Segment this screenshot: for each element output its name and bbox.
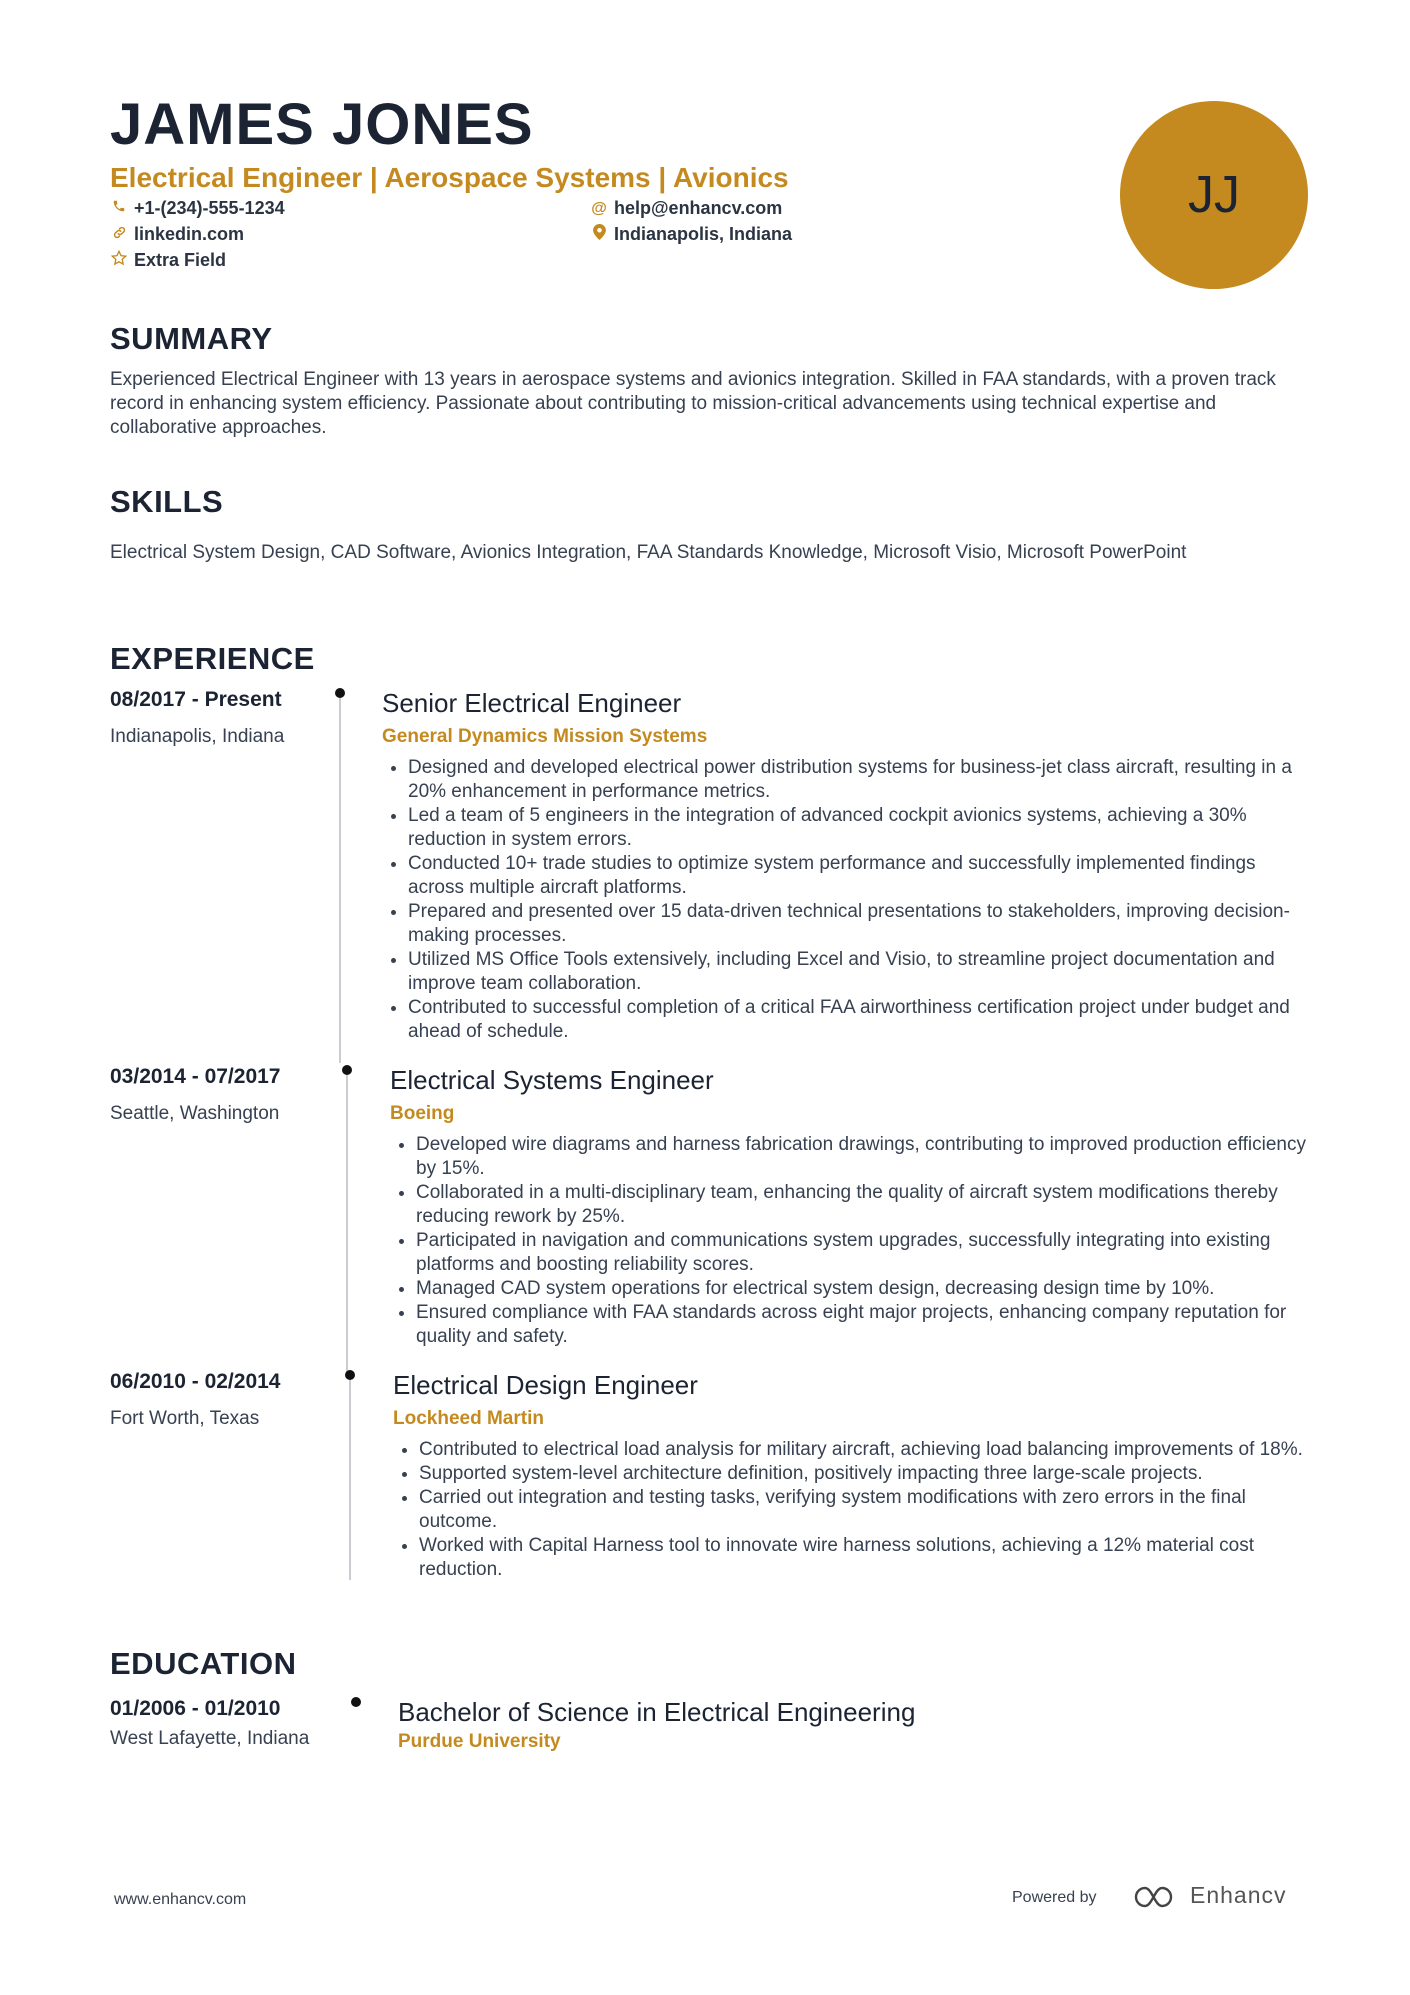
skills-text: Electrical System Design, CAD Software, Avionics Integration, FAA Standards Knowledge, Microsoft Visio, Microsoft PowerPoint (110, 542, 1187, 563)
phone-icon (110, 199, 128, 218)
job-role: Senior Electrical Engineer (382, 688, 682, 718)
job-bullets (393, 1438, 1319, 1582)
contact-link-text: linkedin.com (134, 224, 245, 244)
location-pin-icon (590, 224, 608, 245)
job-location: Seattle, Washington (110, 1103, 280, 1124)
link-icon (110, 225, 128, 245)
star-icon (110, 250, 128, 271)
contact-email[interactable] (590, 198, 782, 219)
list-item: • Developed wire diagrams and harness fabrication drawings, contributing to improved production efficiency by 15%. (416, 1133, 1316, 1181)
timeline-dot (345, 1370, 355, 1380)
job-company: General Dynamics Mission Systems (382, 726, 708, 747)
education-school: Purdue University (398, 1731, 561, 1752)
footer-brand: Enhancv (1190, 1882, 1287, 1908)
timeline-dot (351, 1697, 361, 1707)
job-company: Boeing (390, 1103, 455, 1124)
list-item: • Designed and developed electrical power distribution systems for business-jet class aircraft, resulting in a 20% enhancement in performance metrics. (408, 756, 1308, 804)
education-degree: Bachelor of Science in Electrical Engineering (398, 1697, 916, 1727)
timeline-line (346, 1075, 348, 1377)
list-item: • Participated in navigation and communications system upgrades, successfully integrating into existing platforms and boosting reliability scores. (416, 1229, 1316, 1277)
timeline-dot (335, 688, 345, 698)
job-role: Electrical Systems Engineer (390, 1065, 714, 1095)
candidate-tagline: Electrical Engineer | Aerospace Systems | Avionics (110, 162, 789, 193)
list-item: • Utilized MS Office Tools extensively, including Excel and Visio, to streamline project documentation and improve team collaboration. (408, 948, 1308, 996)
list-item: • Carried out integration and testing tasks, verifying system modifications with zero errors in the final outcome. (419, 1486, 1319, 1534)
list-item: • Collaborated in a multi-disciplinary team, enhancing the quality of aircraft system modifications thereby reducing rework by 25%. (416, 1181, 1316, 1229)
skills-title: SKILLS (110, 484, 224, 519)
contact-extra-text: Extra Field (134, 250, 227, 270)
contact-extra (110, 250, 226, 271)
summary-title: SUMMARY (110, 321, 273, 356)
at-icon: @ (591, 199, 607, 217)
contact-link[interactable] (110, 224, 244, 245)
education-dates: 01/2006 - 01/2010 (110, 1697, 281, 1720)
job-company: Lockheed Martin (393, 1408, 544, 1429)
timeline-line (339, 698, 341, 1063)
education-location: West Lafayette, Indiana (110, 1728, 310, 1749)
job-bullets (390, 1133, 1316, 1349)
list-item: • Worked with Capital Harness tool to innovate wire harness solutions, achieving a 12% material cost reduction. (419, 1534, 1319, 1582)
timeline-dot (342, 1065, 352, 1075)
list-item: • Prepared and presented over 15 data-driven technical presentations to stakeholders, improving decision-making processes. (408, 900, 1308, 948)
list-item: • Led a team of 5 engineers in the integration of advanced cockpit avionics systems, achieving a 30% reduction in system errors. (408, 804, 1308, 852)
footer-website[interactable]: www.enhancv.com (114, 1891, 247, 1908)
job-bullets (382, 756, 1308, 1044)
timeline-line (349, 1380, 351, 1580)
contact-phone-text: +1-(234)-555-1234 (134, 198, 285, 218)
job-dates: 03/2014 - 07/2017 (110, 1065, 281, 1088)
footer-powered-by: Powered by (1012, 1889, 1097, 1906)
list-item: • Contributed to successful completion of a critical FAA airworthiness certification project under budget and ahead of schedule. (408, 996, 1308, 1044)
job-dates: 08/2017 - Present (110, 688, 282, 711)
contact-location-text: Indianapolis, Indiana (614, 224, 793, 244)
avatar-initials: JJ (1188, 166, 1240, 224)
candidate-name: JAMES JONES (110, 92, 534, 157)
list-item: • Ensured compliance with FAA standards across eight major projects, enhancing company reputation for quality and safety. (416, 1301, 1316, 1349)
enhancv-logo-icon (1132, 1882, 1180, 1912)
list-item: • Supported system-level architecture definition, positively impacting three large-scale projects. (419, 1462, 1319, 1486)
list-item: • Conducted 10+ trade studies to optimize system performance and successfully implemented findings across multiple aircraft platforms. (408, 852, 1308, 900)
experience-title: EXPERIENCE (110, 641, 315, 676)
job-role: Electrical Design Engineer (393, 1370, 698, 1400)
list-item: • Contributed to electrical load analysis for military aircraft, achieving load balancing improvements of 18%. (419, 1438, 1319, 1462)
job-dates: 06/2010 - 02/2014 (110, 1370, 281, 1393)
job-location: Indianapolis, Indiana (110, 726, 285, 747)
contact-phone (110, 198, 285, 219)
summary-text: Experienced Electrical Engineer with 13 years in aerospace systems and avionics integration. Skilled in FAA standards, with a proven track record in enhancing system efficiency. Passionate about contributing to mission-critical advancements using technical expertise and collaborative approaches. (110, 369, 1276, 438)
contact-email-text: help@enhancv.com (614, 198, 783, 218)
avatar (1120, 101, 1308, 289)
education-title: EDUCATION (110, 1646, 297, 1681)
contact-location (590, 224, 792, 245)
job-location: Fort Worth, Texas (110, 1408, 260, 1429)
list-item: • Managed CAD system operations for electrical system design, decreasing design time by 10%. (416, 1277, 1316, 1301)
